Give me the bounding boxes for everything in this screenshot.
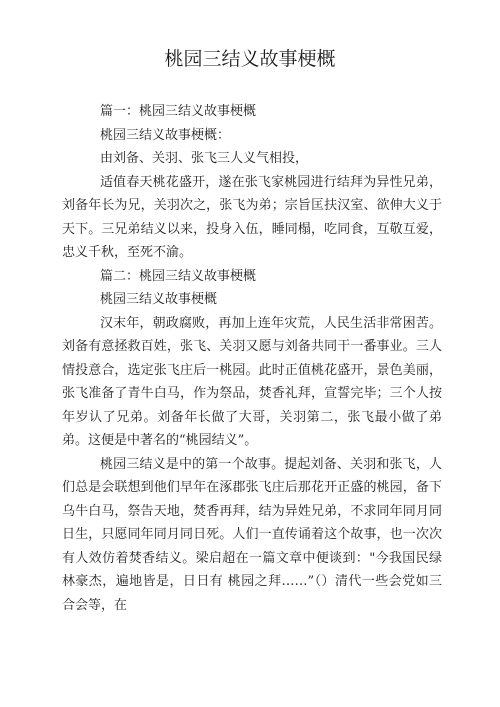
paragraph-subtitle-1: 桃园三结义故事梗概： [100, 127, 231, 143]
paragraph-body-3: 桃园三结义是中的第一个故事。提起刘备、关羽和张飞，人们总是会联想到他们早年在涿郡张飞庄后那花开正盛的桃园，备下乌牛白马，祭告天地，焚香再拜，结为异姓兄弟，不求同年同月同日生，只愿同年同月同日死。人们一直传诵着这个故事，也一次次有人效仿着焚香结义。梁启超在一篇文章中便谈到："今我国民绿林豪杰，遍地皆是，日日有 桃园之拜……”（）清代一些会党如三合会等，在 [62, 456, 442, 613]
paragraph-body-1: 适值春天桃花盛开，遂在张飞家桃园进行结拜为异性兄弟，刘备年长为兄，关羽次之，张飞为弟；宗旨匡扶汉室、欲伸大义于天下。三兄弟结义以来，投身入伍，睡同榻，吃同食，互敬互爱，忠义千秋，至死不渝。 [62, 174, 442, 260]
document-body [62, 100, 442, 617]
section-heading-2: 篇二：桃园三结义故事梗概 [100, 268, 257, 284]
paragraph-intro: 由刘备、关羽、张飞三人义气相投， [100, 151, 309, 166]
document-title: 桃园三结义故事梗概 [164, 48, 336, 70]
section-heading-1: 篇一：桃园三结义故事梗概 [100, 104, 257, 119]
paragraph-subtitle-2: 桃园三结义故事梗概 [100, 292, 218, 307]
paragraph-body-2: 汉末年，朝政腐败，再加上连年灾荒，人民生活非常困苦。刘备有意拯救百姓，张飞、关羽又愿与刘备共同干一番事业。三人情投意合，选定张飞庄后一桃园。此时正值桃花盛开，景色美丽，张飞准备了青牛白马，作为祭品，焚香礼拜，宣誓完毕；三个人按年岁认了兄弟。刘备年长做了大哥，关羽第二，张飞最小做了弟弟。这便是中著名的“桃园结义”。 [62, 315, 442, 448]
